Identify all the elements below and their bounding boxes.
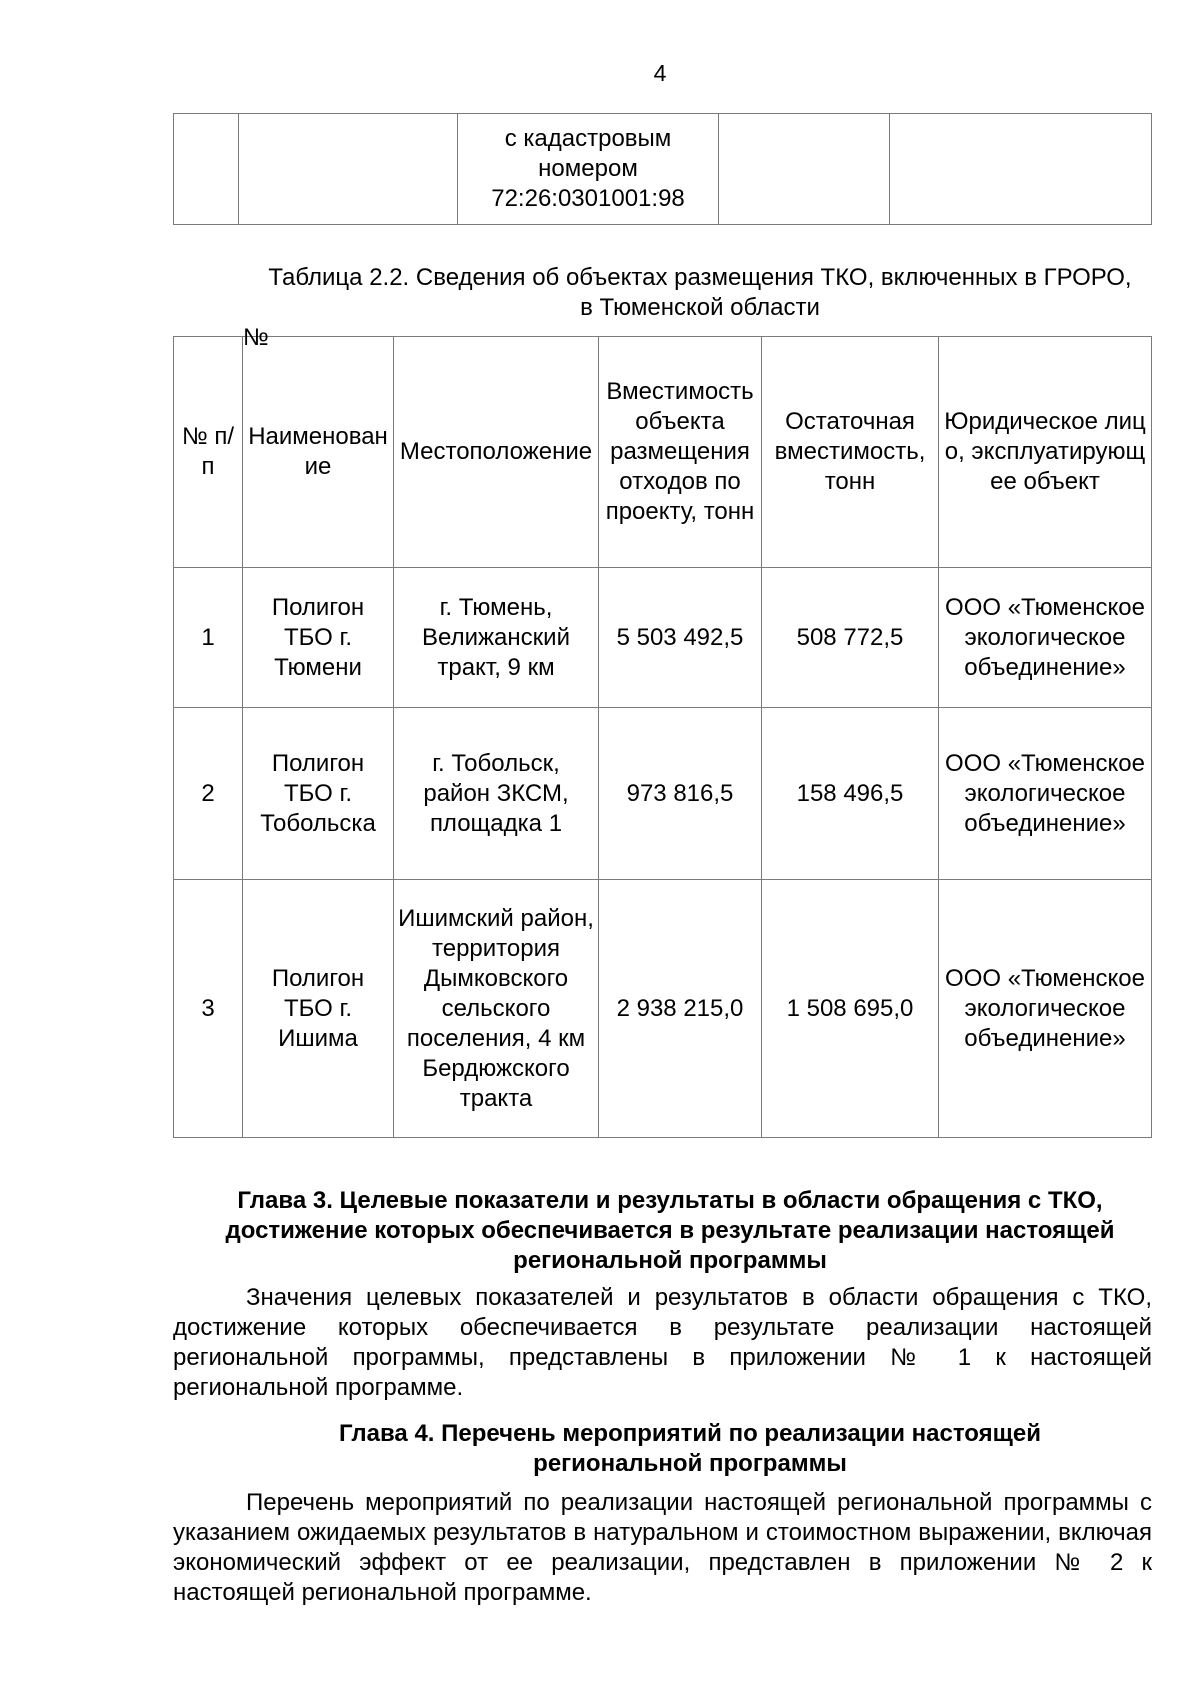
chapter3-heading: Глава 3. Целевые показатели и результаты в области обращения с ТКО, достижение которых обеспечивается в результате реализации настоящей региональной программы bbox=[225, 1187, 1115, 1274]
header-num: № п/п bbox=[174, 337, 243, 568]
cell-remaining: 508 772,5 bbox=[762, 568, 939, 708]
cell-capacity: 973 816,5 bbox=[599, 708, 762, 880]
table-cell: с кадастровым номером 72:26:0301001:98 bbox=[458, 114, 719, 225]
page-number: 4 bbox=[653, 60, 667, 86]
table-row bbox=[174, 880, 1152, 1138]
table-header-row bbox=[174, 337, 1152, 568]
cell-location: г. Тюмень, Велижанский тракт, 9 км bbox=[394, 568, 599, 708]
header-location: Местоположение bbox=[394, 337, 599, 568]
cell-location: г. Тобольск, район ЗКСМ, площадка 1 bbox=[394, 708, 599, 880]
table-row bbox=[174, 708, 1152, 880]
table-cell bbox=[719, 114, 890, 225]
cell-num: 2 bbox=[174, 708, 243, 880]
cell-location: Ишимский район, территория Дымковского сельского поселения, 4 км Бердюжского тракта bbox=[394, 880, 599, 1138]
chapter4-paragraph: Перечень мероприятий по реализации настоящей региональной программы с указанием ожидаемых результатов в натуральном и стоимостном выражении, включая экономический эффект от ее реализации, представлен в приложении № 2 к настоящей региональной программе. bbox=[173, 1489, 1152, 1606]
header-remaining: Остаточная вместимость, тонн bbox=[762, 337, 939, 568]
chapter3-paragraph: Значения целевых показателей и результатов в области обращения с ТКО, достижение которых обеспечивается в результате реализации настоящей региональной программы, представлены в приложении № 1 к настоящей региональной программе. bbox=[173, 1284, 1152, 1401]
table-caption: Таблица 2.2. Сведения об объектах размещения ТКО, включенных в ГРОРО, в Тюменской области bbox=[268, 264, 1132, 321]
header-name-text: Наименование bbox=[248, 423, 388, 480]
header-capacity: Вместимость объекта размещения отходов по проекту, тонн bbox=[599, 337, 762, 568]
cell-capacity: 2 938 215,0 bbox=[599, 880, 762, 1138]
table-row bbox=[174, 114, 1152, 225]
cell-operator: ООО «Тюменское экологическое объединение» bbox=[939, 708, 1152, 880]
table-cell bbox=[174, 114, 239, 225]
landfill-table bbox=[173, 324, 1152, 1138]
table-cell bbox=[239, 114, 458, 225]
cell-num: 3 bbox=[174, 880, 243, 1138]
cell-num: 1 bbox=[174, 568, 243, 708]
continuation-table bbox=[173, 113, 1152, 225]
header-name-number-sign: № bbox=[243, 324, 269, 351]
cell-remaining: 158 496,5 bbox=[762, 708, 939, 880]
chapter4-heading: Глава 4. Перечень мероприятий по реализации настоящей региональной программы bbox=[338, 1420, 1041, 1477]
cell-capacity: 5 503 492,5 bbox=[599, 568, 762, 708]
cell-name: Полигон ТБО г. Тюмени bbox=[243, 568, 394, 708]
table-cell bbox=[890, 114, 1152, 225]
cell-name: Полигон ТБО г. Ишима bbox=[243, 880, 394, 1138]
cell-operator: ООО «Тюменское экологическое объединение» bbox=[939, 568, 1152, 708]
cell-remaining: 1 508 695,0 bbox=[762, 880, 939, 1138]
table-row bbox=[174, 568, 1152, 708]
cell-name: Полигон ТБО г. Тобольска bbox=[243, 708, 394, 880]
header-operator: Юридическое лицо, эксплуатирующее объект bbox=[939, 337, 1152, 568]
cell-operator: ООО «Тюменское экологическое объединение» bbox=[939, 880, 1152, 1138]
header-name bbox=[243, 324, 394, 568]
